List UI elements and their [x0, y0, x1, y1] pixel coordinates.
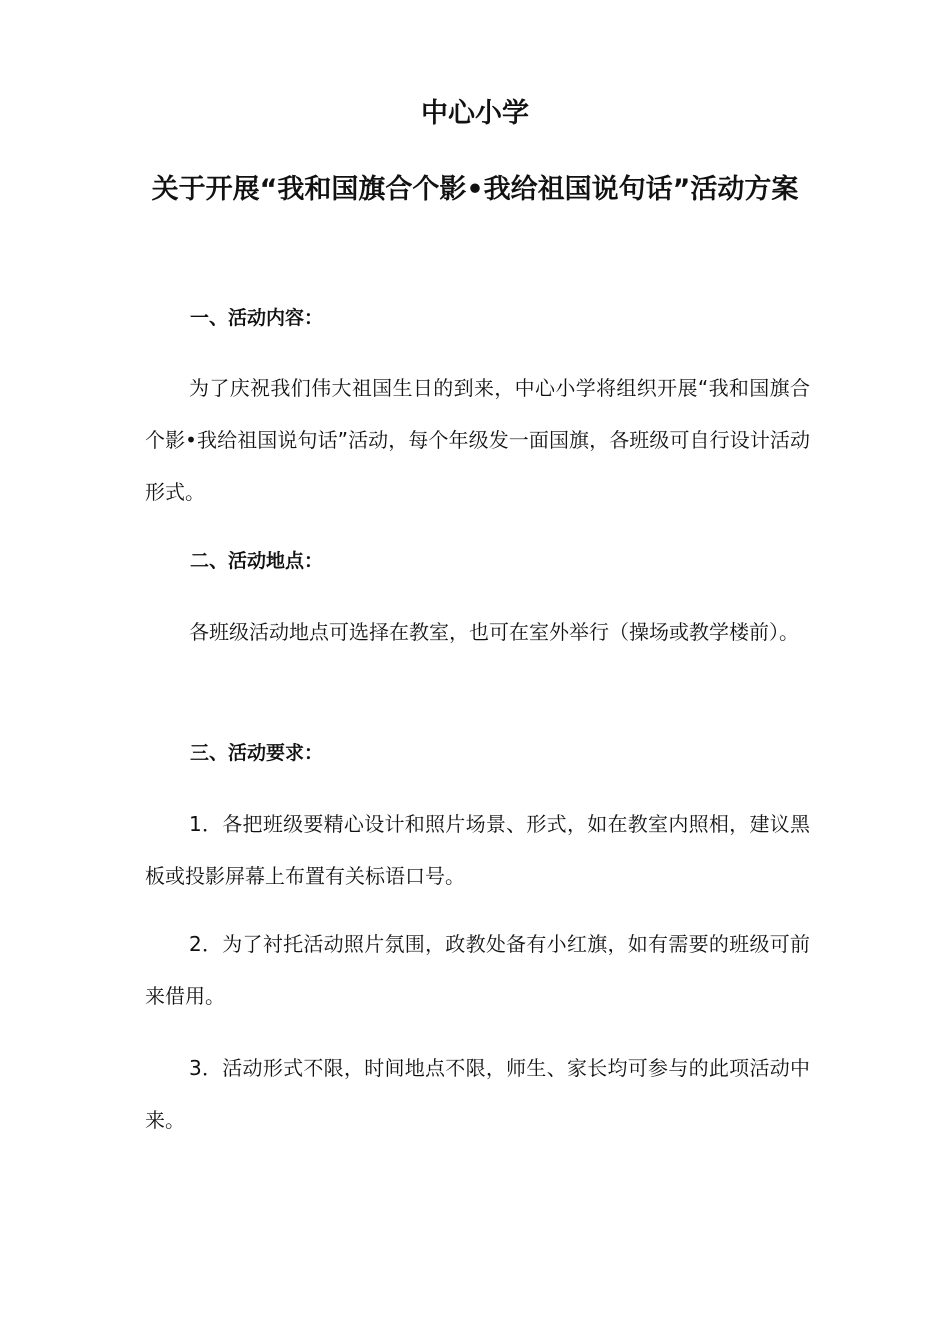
section-heading-location: 二、活动地点：: [190, 550, 324, 572]
section-heading-content: 一、活动内容：: [190, 307, 324, 329]
paragraph-content: 为了庆祝我们伟大祖国生日的到来，中心小学将组织开展“我和国旗合个影•我给祖国说句话”活动，每个年级发一面国旗，各班级可自行设计活动形式。: [145, 376, 810, 504]
requirement-item-2: 2．为了衬托活动照片氛围，政教处备有小红旗，如有需要的班级可前来借用。: [145, 932, 810, 1008]
document-title: 关于开展“我和国旗合个影•我给祖国说句话”活动方案: [151, 174, 799, 205]
paragraph-location: 各班级活动地点可选择在教室，也可在室外举行（操场或教学楼前）。: [189, 620, 799, 644]
requirement-item-1: 1．各把班级要精心设计和照片场景、形式，如在教室内照相，建议黑板或投影屏幕上布置有关标语口号。: [145, 812, 810, 888]
school-name: 中心小学: [421, 98, 529, 129]
requirement-item-3: 3．活动形式不限，时间地点不限，师生、家长均可参与的此项活动中来。: [145, 1056, 810, 1132]
section-heading-requirements: 三、活动要求：: [190, 742, 324, 764]
